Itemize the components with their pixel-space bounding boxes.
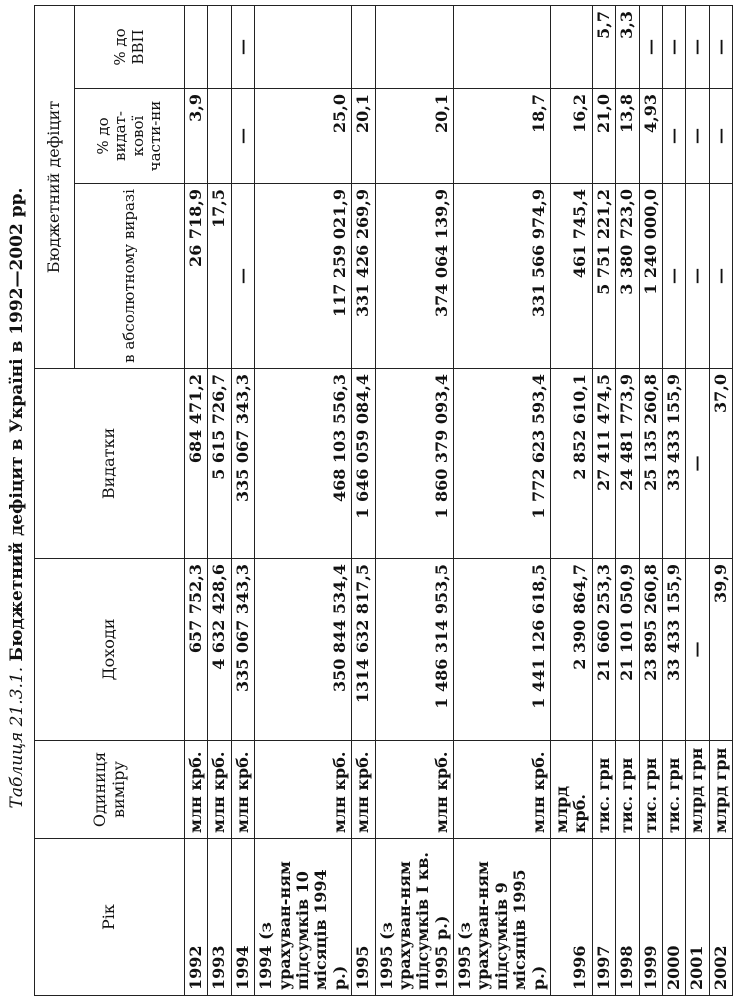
cell-pct-exp: 16,2	[551, 89, 593, 184]
cell-revenue: 23 895 260,8	[639, 559, 662, 741]
table-row	[375, 6, 454, 996]
table-row	[616, 6, 639, 996]
cell-pct-exp: 18,7	[454, 89, 551, 184]
cell-deficit-abs: 5 751 221,2	[592, 184, 615, 369]
cell-expenses: 1 772 623 593,4	[454, 369, 551, 559]
cell-expenses: 25 135 260,8	[639, 369, 662, 559]
cell-year: 1995 (з урахуван-ням підсумків І кв. 1995 р.)	[375, 839, 454, 996]
cell-unit: млрд грн	[686, 741, 709, 839]
table-row	[255, 6, 352, 996]
cell-expenses: 684 471,2	[185, 369, 208, 559]
cell-pct-exp: 20,1	[352, 89, 375, 184]
cell-pct-exp: —	[231, 89, 254, 184]
header-deficit-abs: в абсолютному виразі	[75, 184, 185, 369]
cell-year: 1995	[352, 839, 375, 996]
cell-unit: млн крб.	[454, 741, 551, 839]
cell-deficit-abs: 1 240 000,0	[639, 184, 662, 369]
cell-year: 2000	[662, 839, 685, 996]
cell-deficit-abs: —	[662, 184, 685, 369]
cell-pct-exp	[208, 89, 231, 184]
cell-expenses: 468 103 556,3	[255, 369, 352, 559]
cell-deficit-abs: 26 718,9	[185, 184, 208, 369]
table-row	[185, 6, 208, 996]
header-deficit-pct-exp: % до видат-кової части-ни	[75, 89, 185, 184]
cell-expenses: 37,0	[709, 369, 732, 559]
cell-pct-gdp	[208, 6, 231, 89]
cell-pct-gdp: —	[662, 6, 685, 89]
table-row	[551, 6, 593, 996]
cell-year: 1992	[185, 839, 208, 996]
cell-revenue: 21 101 050,9	[616, 559, 639, 741]
cell-expenses: 24 481 773,9	[616, 369, 639, 559]
header-deficit-pct-gdp: % до ВВП	[75, 6, 185, 89]
cell-expenses: 1 646 059 084,4	[352, 369, 375, 559]
header-unit: Одиниця виміру	[35, 741, 185, 839]
cell-revenue: 335 067 343,3	[231, 559, 254, 741]
cell-unit: млрд грн	[709, 741, 732, 839]
cell-revenue: 4 632 428,6	[208, 559, 231, 741]
table-row	[686, 6, 709, 996]
cell-year: 1998	[616, 839, 639, 996]
cell-deficit-abs: —	[709, 184, 732, 369]
cell-pct-gdp	[185, 6, 208, 89]
cell-unit: млн крб.	[185, 741, 208, 839]
cell-expenses: 33 433 155,9	[662, 369, 685, 559]
cell-deficit-abs: 117 259 021,9	[255, 184, 352, 369]
cell-pct-gdp: —	[686, 6, 709, 89]
cell-deficit-abs: 331 426 269,9	[352, 184, 375, 369]
cell-revenue: 33 433 155,9	[662, 559, 685, 741]
cell-deficit-abs: 3 380 723,0	[616, 184, 639, 369]
cell-revenue: 1 486 314 953,5	[375, 559, 454, 741]
cell-expenses: 1 860 379 093,4	[375, 369, 454, 559]
cell-pct-gdp	[255, 6, 352, 89]
cell-pct-exp: 25,0	[255, 89, 352, 184]
budget-deficit-table	[34, 5, 733, 996]
table-rotator	[34, 6, 730, 996]
cell-deficit-abs: 461 745,4	[551, 184, 593, 369]
cell-expenses: 335 067 343,3	[231, 369, 254, 559]
cell-expenses: —	[686, 369, 709, 559]
cell-year: 1993	[208, 839, 231, 996]
cell-revenue: 350 844 534,4	[255, 559, 352, 741]
cell-year: 1996	[551, 839, 593, 996]
cell-pct-exp: 4,93	[639, 89, 662, 184]
cell-pct-gdp: —	[639, 6, 662, 89]
cell-pct-exp: —	[662, 89, 685, 184]
cell-pct-gdp: —	[231, 6, 254, 89]
cell-year: 1995 (з урахуван-ням підсумків 9 місяців 1995 р.)	[454, 839, 551, 996]
cell-deficit-abs: 17,5	[208, 184, 231, 369]
cell-revenue: 39,9	[709, 559, 732, 741]
caption-label: Таблиця 21.3.1.	[7, 666, 27, 809]
cell-year: 1997	[592, 839, 615, 996]
cell-pct-exp: 3,9	[185, 89, 208, 184]
cell-expenses: 5 615 726,7	[208, 369, 231, 559]
cell-deficit-abs: —	[686, 184, 709, 369]
cell-pct-exp: —	[709, 89, 732, 184]
cell-year: 2002	[709, 839, 732, 996]
cell-deficit-abs: —	[231, 184, 254, 369]
cell-expenses: 2 852 610,1	[551, 369, 593, 559]
table-caption	[7, 8, 27, 988]
cell-revenue: 21 660 253,3	[592, 559, 615, 741]
cell-pct-exp: 20,1	[375, 89, 454, 184]
table-row	[454, 6, 551, 996]
cell-revenue: 2 390 864,7	[551, 559, 593, 741]
cell-pct-gdp	[551, 6, 593, 89]
header-expenses: Видатки	[35, 369, 185, 559]
cell-pct-gdp: 3,3	[616, 6, 639, 89]
cell-pct-exp: 21,0	[592, 89, 615, 184]
cell-revenue: 1 441 126 618,5	[454, 559, 551, 741]
cell-pct-gdp	[375, 6, 454, 89]
cell-year: 1999	[639, 839, 662, 996]
cell-revenue: 1314 632 817,5	[352, 559, 375, 741]
header-revenue: Доходи	[35, 559, 185, 741]
table-row	[639, 6, 662, 996]
cell-pct-gdp	[454, 6, 551, 89]
cell-unit: млн крб.	[255, 741, 352, 839]
caption-area	[0, 0, 34, 996]
cell-revenue: —	[686, 559, 709, 741]
table-row	[352, 6, 375, 996]
cell-pct-gdp: 5,7	[592, 6, 615, 89]
cell-unit: тис. грн	[662, 741, 685, 839]
table-row	[662, 6, 685, 996]
cell-pct-gdp: —	[709, 6, 732, 89]
cell-unit: млн крб.	[231, 741, 254, 839]
cell-revenue: 657 752,3	[185, 559, 208, 741]
table-row	[231, 6, 254, 996]
cell-deficit-abs: 331 566 974,9	[454, 184, 551, 369]
cell-pct-gdp	[352, 6, 375, 89]
cell-year: 2001	[686, 839, 709, 996]
cell-deficit-abs: 374 064 139,9	[375, 184, 454, 369]
cell-unit: млн крб.	[352, 741, 375, 839]
cell-unit: млрд крб.	[551, 741, 593, 839]
cell-year: 1994	[231, 839, 254, 996]
cell-pct-exp: —	[686, 89, 709, 184]
cell-unit: тис. грн	[616, 741, 639, 839]
cell-unit: млн крб.	[208, 741, 231, 839]
cell-year: 1994 (з урахуван-ням підсумків 10 місяців 1994 р.)	[255, 839, 352, 996]
caption-text: Бюджетний дефіцит в Україні в 1992—2002 рр.	[7, 187, 27, 662]
cell-expenses: 27 411 474,5	[592, 369, 615, 559]
cell-unit: тис. грн	[592, 741, 615, 839]
cell-unit: тис. грн	[639, 741, 662, 839]
header-deficit: Бюджетний дефіцит	[35, 6, 75, 369]
table-row	[592, 6, 615, 996]
header-year: Рік	[35, 839, 185, 996]
table-row	[208, 6, 231, 996]
cell-unit: млн крб.	[375, 741, 454, 839]
table-row	[709, 6, 732, 996]
cell-pct-exp: 13,8	[616, 89, 639, 184]
table-body	[185, 6, 733, 996]
